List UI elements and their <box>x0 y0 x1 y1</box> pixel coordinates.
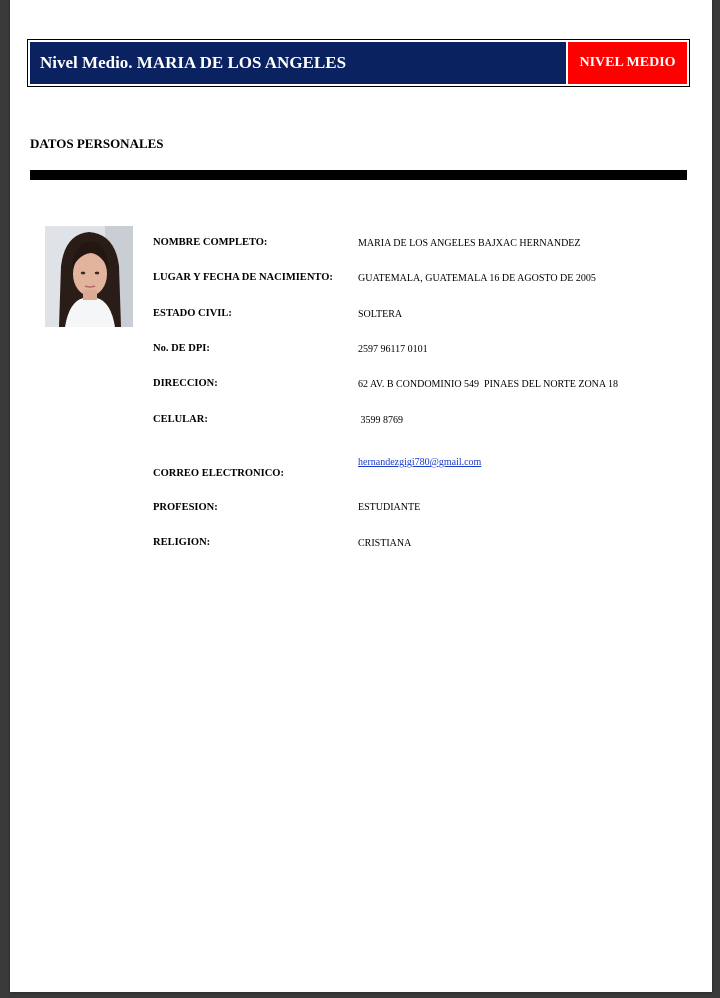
value-profession: ESTUDIANTE <box>358 502 421 513</box>
label-profession: PROFESION: <box>153 502 218 513</box>
section-title: DATOS PERSONALES <box>30 136 164 151</box>
label-email: CORREO ELECTRONICO: <box>153 468 284 479</box>
value-marital-status: SOLTERA <box>358 309 403 320</box>
section-divider <box>30 170 687 180</box>
value-address: 62 AV. B CONDOMINIO 549 PINAES DEL NORTE ZONA 18 <box>358 379 619 390</box>
header-banner <box>27 39 690 87</box>
level-badge: NIVEL MEDIO <box>568 42 687 84</box>
label-address: DIRECCION: <box>153 378 218 389</box>
value-religion: CRISTIANA <box>358 538 412 549</box>
label-dpi-number: No. DE DPI: <box>153 343 210 354</box>
email-link[interactable]: hernandezgigi780@gmail.com <box>358 457 482 468</box>
profile-photo <box>45 226 133 327</box>
value-birth-place-date: GUATEMALA, GUATEMALA 16 DE AGOSTO DE 2005 <box>358 273 596 284</box>
label-religion: RELIGION: <box>153 537 211 548</box>
label-marital-status: ESTADO CIVIL: <box>153 308 232 319</box>
value-phone: 3599 8769 <box>358 415 403 426</box>
document-page <box>10 0 712 992</box>
header-title: Nivel Medio. MARIA DE LOS ANGELES <box>30 42 566 84</box>
label-full-name: NOMBRE COMPLETO: <box>153 237 268 248</box>
label-birth-place-date: LUGAR Y FECHA DE NACIMIENTO: <box>153 272 333 283</box>
value-dpi-number: 2597 96117 0101 <box>358 344 428 355</box>
label-phone: CELULAR: <box>153 414 208 425</box>
value-full-name: MARIA DE LOS ANGELES BAJXAC HERNANDEZ <box>358 238 581 249</box>
